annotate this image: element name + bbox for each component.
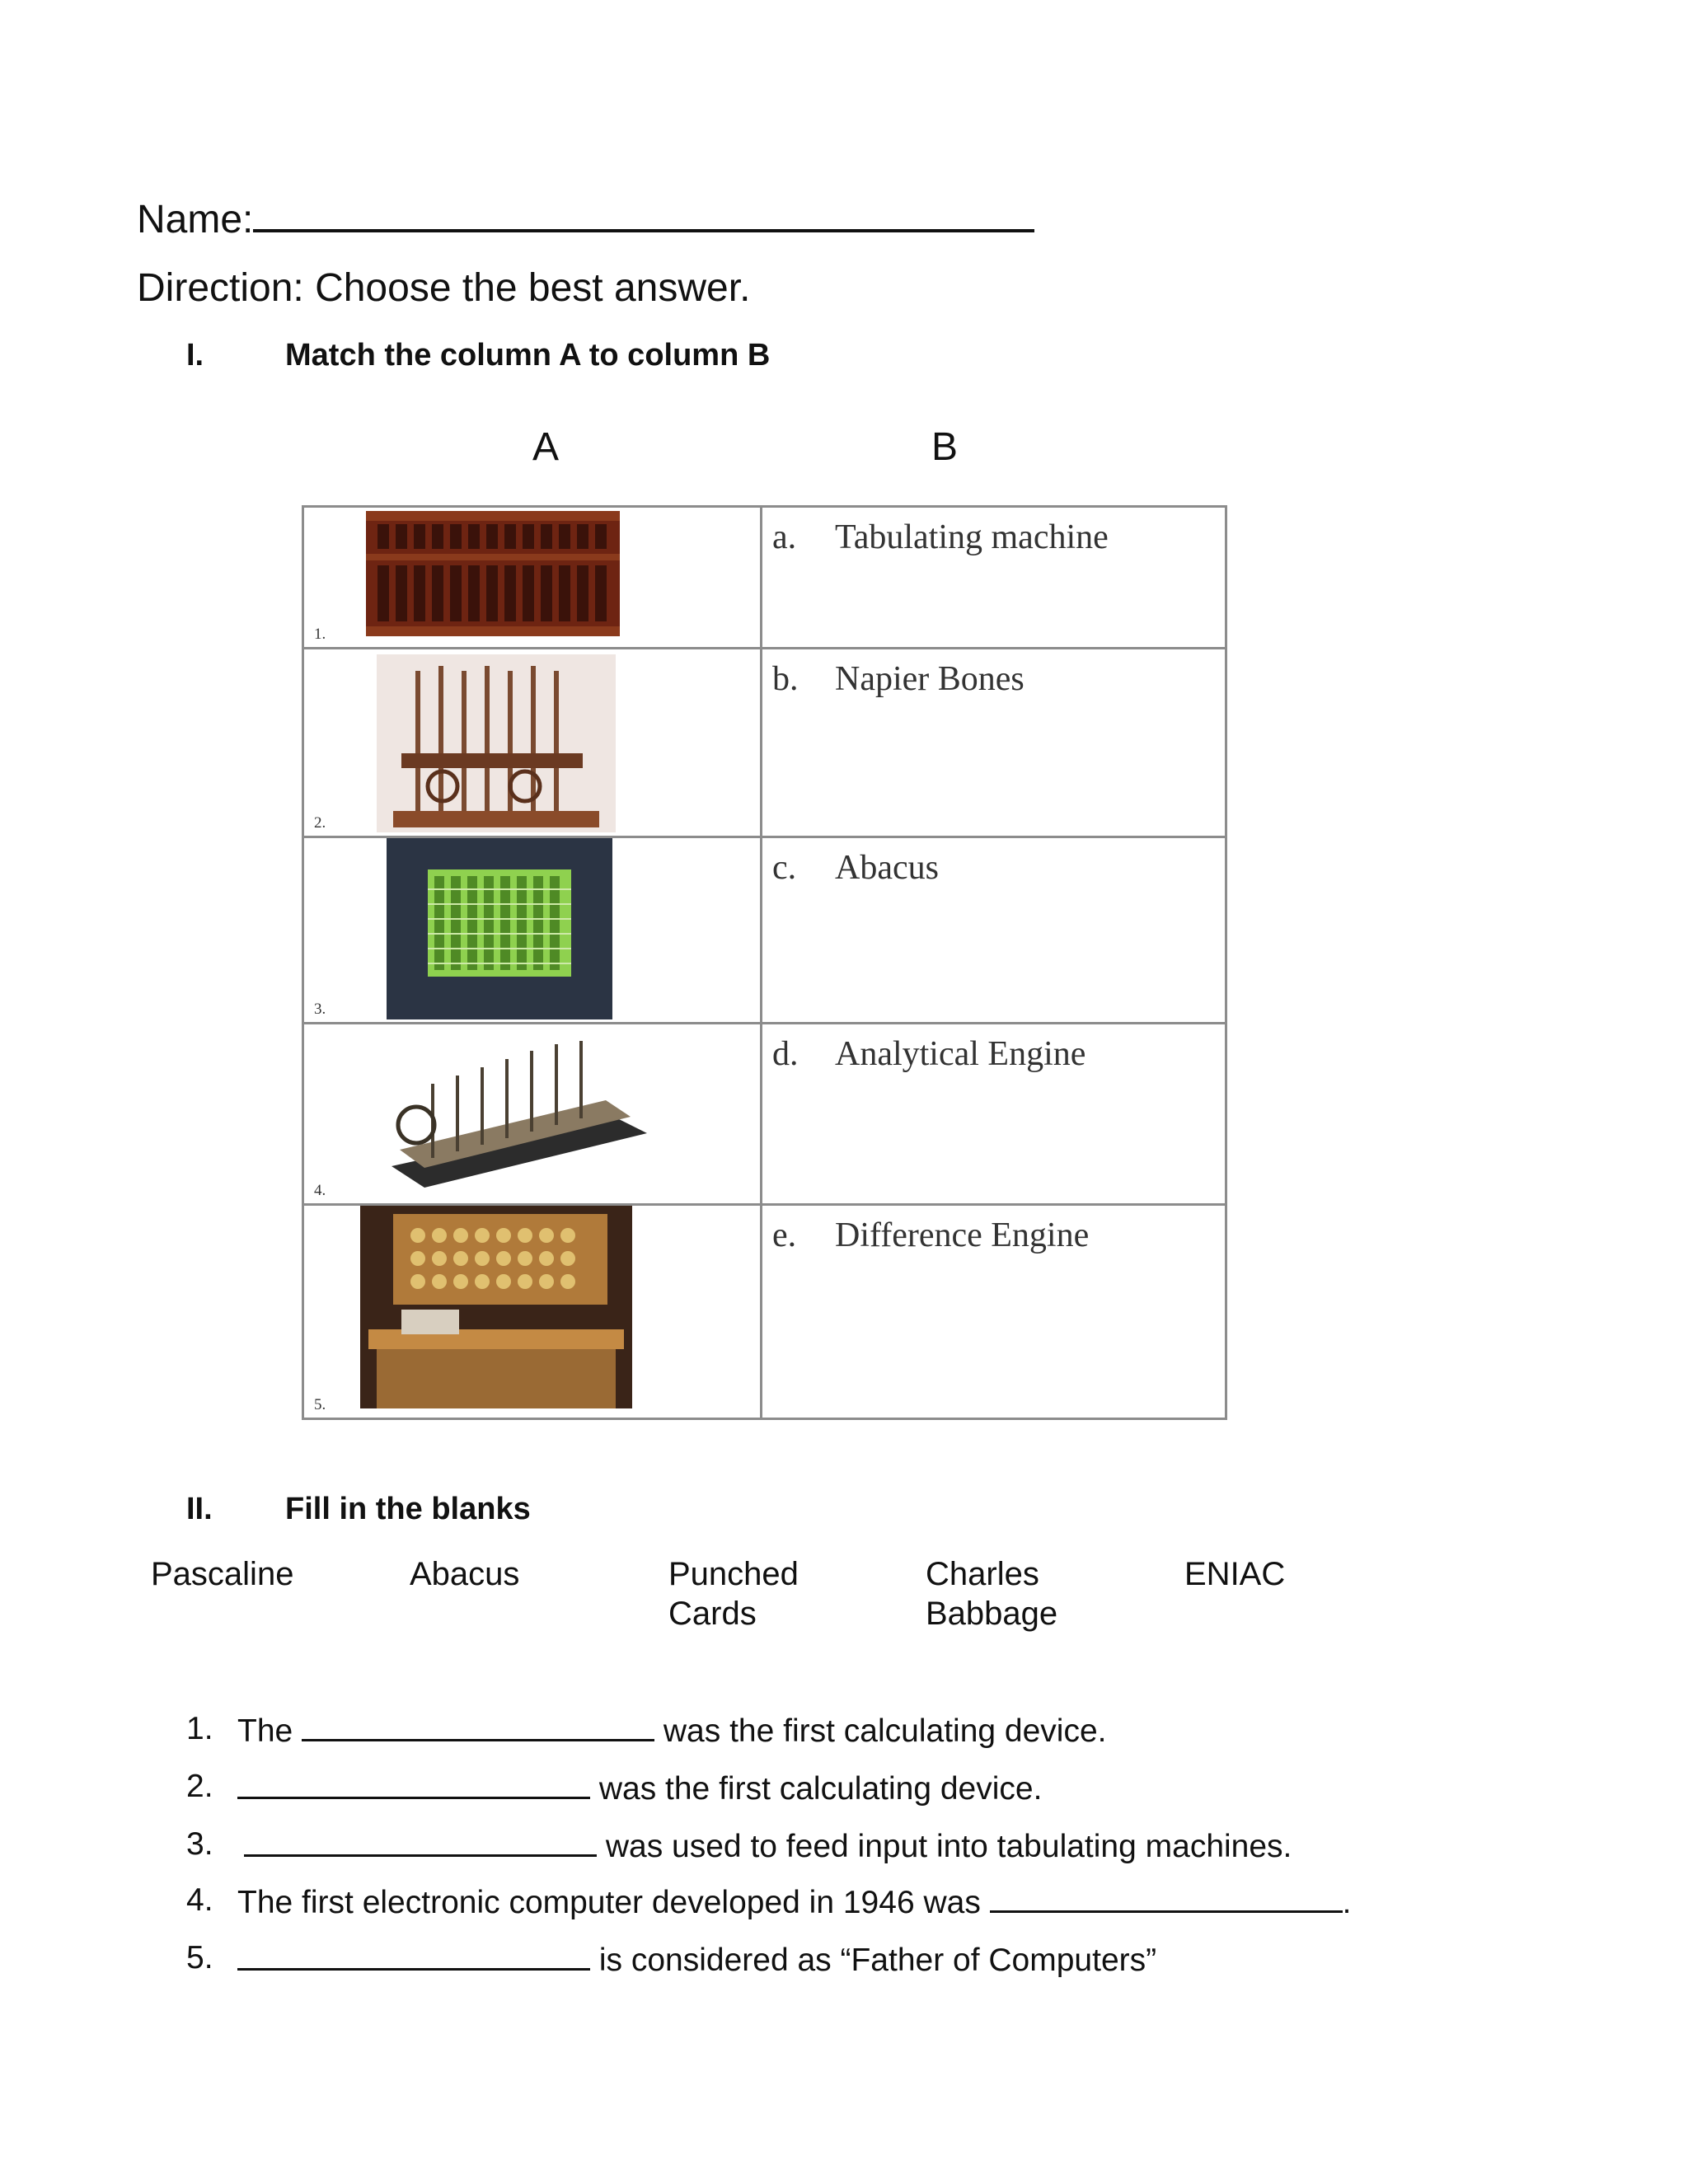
- option-text: Difference Engine: [835, 1216, 1090, 1254]
- section-1-numeral: I.: [186, 338, 204, 373]
- row-number: 3.: [314, 1001, 326, 1018]
- column-b-cell: [762, 837, 1226, 1024]
- question-4: 4. The first electronic computer developed in 1946 was .: [186, 1882, 1352, 1920]
- section-1-title: Match the column A to column B: [285, 338, 771, 373]
- table-row: [303, 1024, 1226, 1205]
- option-text: Analytical Engine: [835, 1035, 1086, 1073]
- question-5: 5. is considered as “Father of Computers”: [186, 1940, 1157, 1978]
- section-2-numeral: II.: [186, 1492, 213, 1526]
- table-row: [303, 837, 1226, 1024]
- column-a-cell: [303, 837, 762, 1024]
- column-b-cell: [762, 1205, 1226, 1419]
- table-row: [303, 649, 1226, 837]
- column-a-cell: [303, 1024, 762, 1205]
- word-bank-item: ENIAC: [1184, 1556, 1286, 1592]
- answer-blank[interactable]: [302, 1711, 654, 1741]
- abacus-image: [366, 511, 620, 636]
- column-a-cell: [303, 1205, 762, 1419]
- difference-engine-image: [367, 1026, 660, 1201]
- option-text: Napier Bones: [835, 660, 1025, 698]
- column-b-cell: [762, 507, 1226, 649]
- answer-blank[interactable]: [990, 1882, 1343, 1913]
- name-label: Name:: [137, 198, 254, 241]
- section-2-title: Fill in the blanks: [285, 1492, 531, 1526]
- word-bank-item: Abacus: [410, 1556, 520, 1592]
- matching-table: [302, 505, 1227, 1420]
- column-b-cell: [762, 1024, 1226, 1205]
- name-blank-line[interactable]: [253, 194, 1034, 232]
- row-number: 5.: [314, 1396, 326, 1413]
- question-2: 2. was the first calculating device.: [186, 1769, 1043, 1807]
- column-a-cell: [303, 507, 762, 649]
- option-letter: a.: [772, 518, 797, 556]
- option-text: Abacus: [835, 849, 939, 887]
- column-b-cell: [762, 649, 1226, 837]
- option-letter: e.: [772, 1216, 797, 1254]
- answer-blank[interactable]: [237, 1769, 590, 1799]
- table-row: [303, 1205, 1226, 1419]
- column-a-cell: [303, 649, 762, 837]
- answer-blank[interactable]: [237, 1940, 590, 1971]
- answer-blank[interactable]: [244, 1826, 597, 1857]
- word-bank-item: Punched Cards: [668, 1556, 799, 1632]
- option-letter: c.: [772, 849, 797, 887]
- direction-text: Direction: Choose the best answer.: [137, 266, 751, 310]
- table-row: [303, 507, 1226, 649]
- question-1: 1. The was the first calculating device.: [186, 1711, 1107, 1749]
- name-field[interactable]: [137, 194, 1034, 242]
- word-bank-item: Pascaline: [151, 1556, 294, 1592]
- word-bank-item: Charles Babbage: [926, 1556, 1058, 1632]
- row-number: 4.: [314, 1182, 326, 1199]
- analytical-engine-image: [377, 654, 616, 832]
- option-letter: b.: [772, 660, 799, 698]
- column-a-header: A: [532, 425, 560, 469]
- tabulating-machine-image: [360, 1206, 632, 1408]
- row-number: 2.: [314, 814, 326, 832]
- option-text: Tabulating machine: [835, 518, 1109, 556]
- column-b-header: B: [931, 425, 959, 469]
- question-3: 3. was used to feed input into tabulating machines.: [186, 1826, 1292, 1864]
- napier-bones-image: [387, 838, 612, 1019]
- option-letter: d.: [772, 1035, 799, 1073]
- row-number: 1.: [314, 626, 326, 643]
